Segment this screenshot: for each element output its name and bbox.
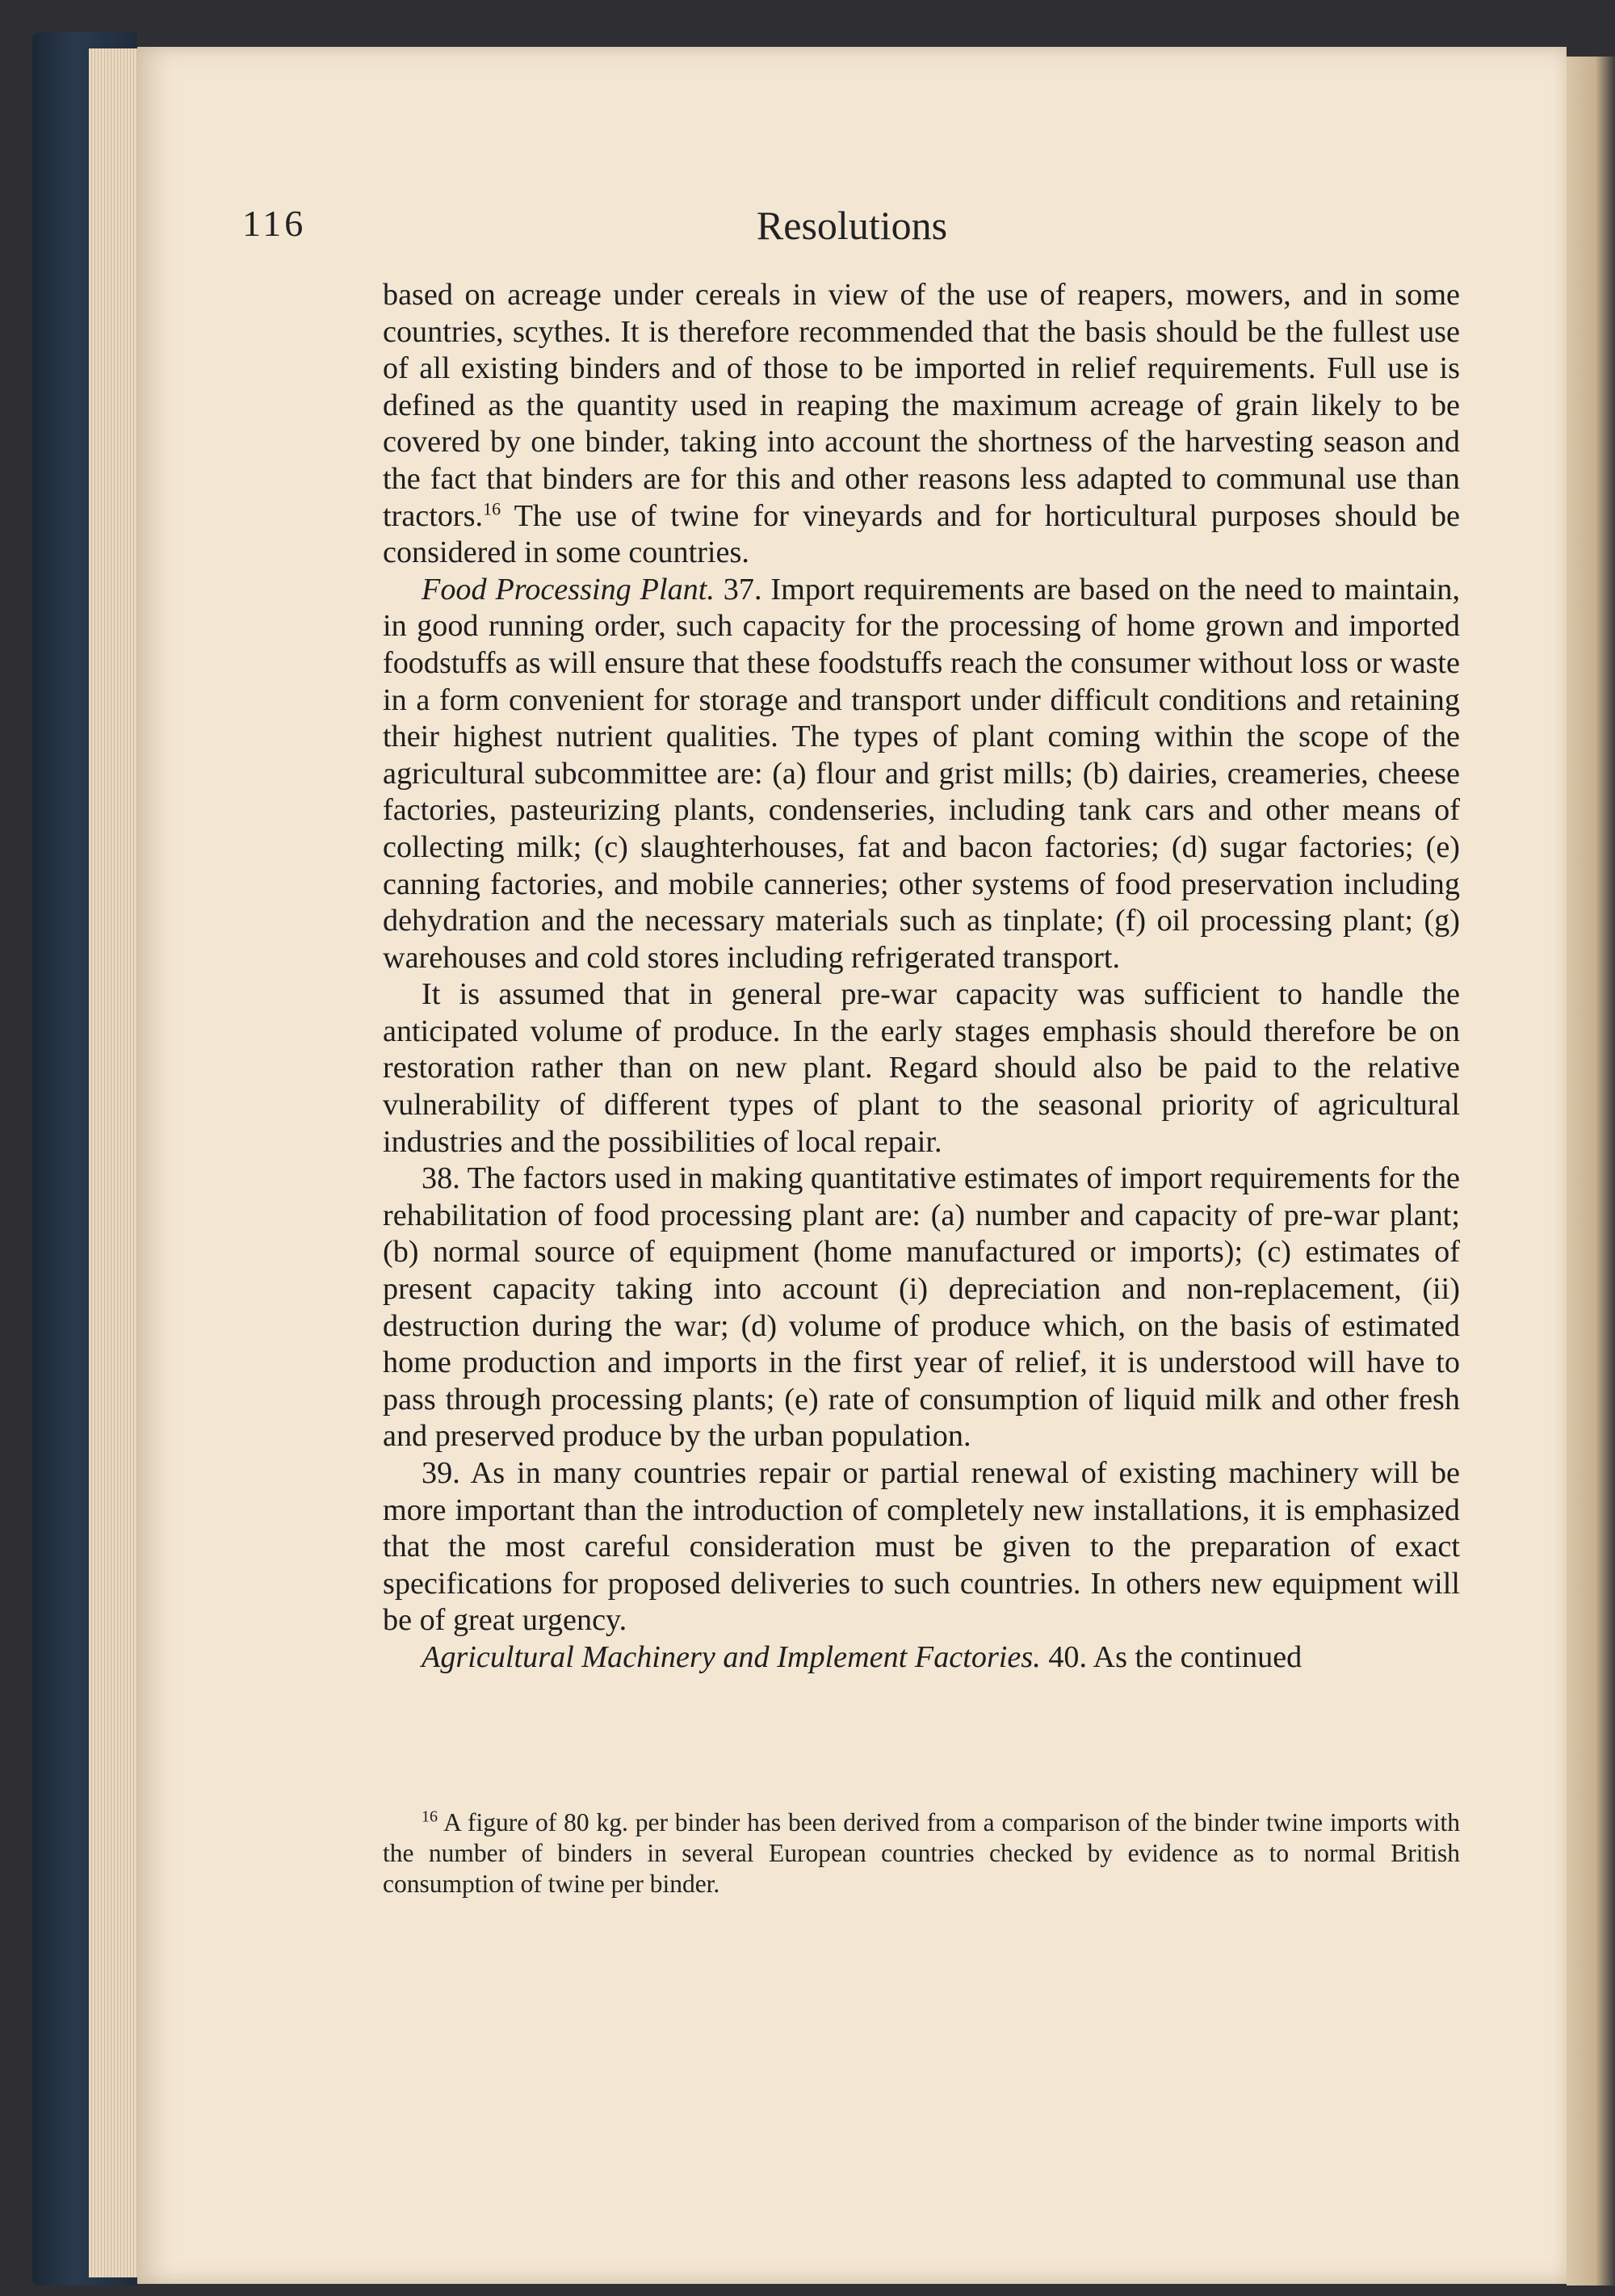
body-text xyxy=(383,277,1460,1677)
footnote-number: 16 xyxy=(422,1807,438,1826)
paragraph-4-text: 38. The factors used in making quantitative estimates of import requirements for the rehabilitation of food processing plant are: (a) number and capacity of pre-war plant; (b) normal source of equipment (home manufactured or imports); (c) estimates of present capacity taking into account (i) depreciation and non-replacement, (ii) destruction during the war; (d) volume of produce which, on the basis of estimated home production and imports in the first year of relief, it is understood will have to pass through processing plants; (e) rate of consumption of liquid milk and other fresh and preserved produce by the urban population. xyxy=(383,1161,1460,1454)
footnote-ref: 16 xyxy=(483,497,501,518)
paragraph-5-text: 39. As in many countries repair or partial renewal of existing machinery will be more important than the introduction of completely new installations, it is emphasized that the most careful consideration must be given to the preparation of exact specifications for proposed deliveries to such countries. In others new equipment will be of great urgency. xyxy=(383,1456,1460,1638)
footnote-text: A figure of 80 kg. per binder has been derived from a comparison of the binder twine imports with the number of binders in several European countries checked by evidence as to normal British consumption of twine per binder. xyxy=(383,1808,1460,1898)
facing-page-edge xyxy=(1567,57,1615,2286)
paragraph-6-text: 40. As the continued xyxy=(1040,1639,1302,1674)
section-heading-agricultural-machinery: Agricultural Machinery and Implement Factories. xyxy=(422,1639,1041,1674)
paragraph-2-text: 37. Import requirements are based on the need to maintain, in good running order, such capacity for the processing of home grown and imported foodstuffs as will ensure that these foodstuffs reach the consumer without loss or waste in a form convenient for storage and transport under difficult conditions and retaining their highest nutrient qualities. The types of plant coming within the scope of the agricultural subcommittee are: (a) flour and grist mills; (b) dairies, creameries, cheese factories, pasteurizing plants, condenseries, including tank cars and other means of collecting milk; (c) slaughterhouses, fat and bacon factories; (d) sugar factories; (e) canning factories, and mobile canneries; other systems of food preservation including dehydration and the necessary materials such as tinplate; (f) oil processing plant; (g) warehouses and cold stores including refrigerated transport. xyxy=(383,572,1461,975)
paragraph-1-text: based on acreage under cereals in view of the use of reapers, mowers, and in some countries, scythes. It is therefore recommended that the basis should be the fullest use of all existing binders and of those to be imported in relief requirements. Full use is defined as the quantity used in reaping the maximum acreage of grain likely to be covered by one binder, taking into account the shortness of the harvesting season and the fact that binders are for this and other reasons less adapted to communal use than tractors. xyxy=(383,278,1460,533)
running-head xyxy=(242,202,1462,267)
running-title: Resolutions xyxy=(756,203,948,248)
page-number: 116 xyxy=(242,203,307,244)
paragraph-1 xyxy=(383,277,1460,572)
paragraph-3-text: It is assumed that in general pre-war capacity was sufficient to handle the anticipated volume of produce. In the early stages emphasis should therefore be on restoration rather than on new plant. Regard should also be paid to the relative vulnerability of different types of plant to the seasonal priority of agricultural industries and the possibilities of local repair. xyxy=(383,977,1460,1159)
paragraph-5 xyxy=(383,1455,1460,1639)
paragraph-3 xyxy=(383,976,1460,1161)
paragraph-4 xyxy=(383,1161,1460,1455)
footnote-paragraph xyxy=(383,1807,1460,1899)
footnote xyxy=(383,1807,1460,1899)
paragraph-2 xyxy=(383,572,1460,977)
section-heading-food-processing: Food Processing Plant. xyxy=(422,572,715,607)
paragraph-1-text-after: The use of twine for vineyards and for horticultural purposes should be considered in some countries. xyxy=(383,498,1460,570)
paragraph-6 xyxy=(383,1639,1460,1677)
